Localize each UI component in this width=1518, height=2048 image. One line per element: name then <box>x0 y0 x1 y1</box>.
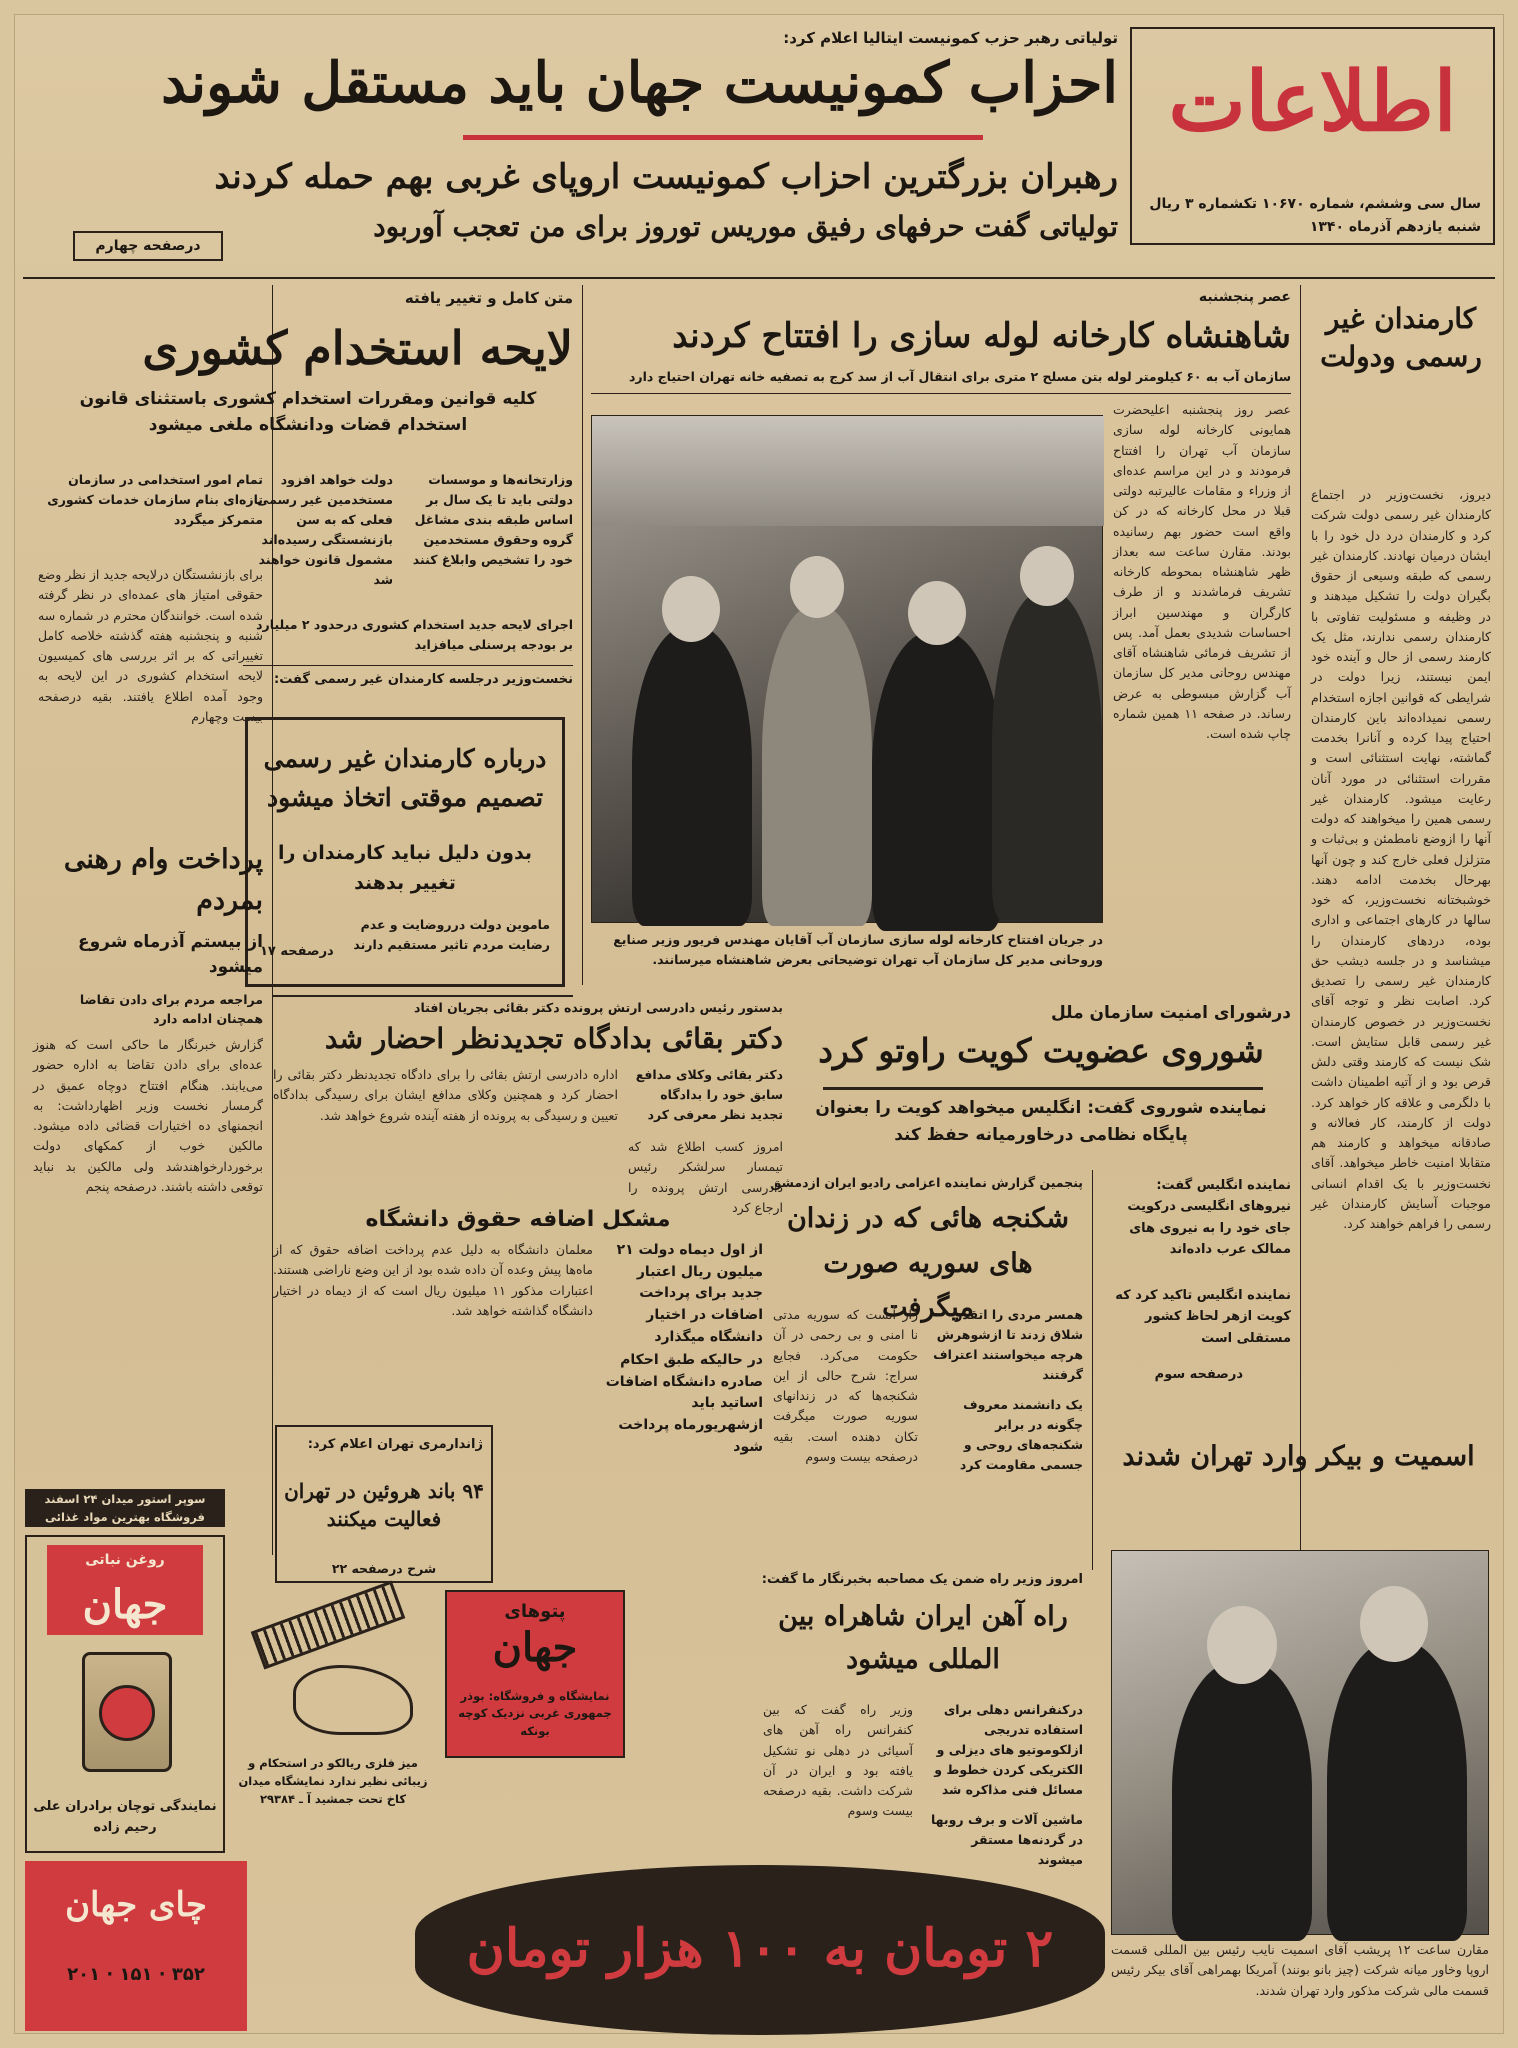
loan-body: گزارش خبرنگار ما حاکی است که هنوز عده‌ای برای دادن تقاضا به اداره حضور می‌یابند. هنگام افتتاح دوچاه عمیق در گرمسار نخست وزیر اظهارداشت: به انجمنهای ده اختیارات قضائی داده میشود. مالکین خوب از کمکهای دولت برخوردارخواهندشد ولی مالکین بد نباید توقعی داشته باشند. درصفحه پنجم <box>33 1037 263 1194</box>
issue-line: سال سی وششم، شماره ۱۰۶۷۰ تکشماره ۳ ریال <box>1149 196 1481 212</box>
kuwait-bullet-1: نماینده انگلیس گفت: نیروهای انگلیسی درکویت جای خود را به نیروی های ممالک عرب داده‌اند <box>1127 1178 1291 1258</box>
newspaper-page <box>14 14 1504 2034</box>
col-rule-1 <box>1300 285 1301 1555</box>
bill-kicker: متن کامل و تغییر یافته <box>404 289 573 307</box>
tea-ad-text: چای جهان <box>65 1885 207 1925</box>
university-body: معلمان دانشگاه به دلیل عدم پرداخت اضافه حقوق که از ماه‌ها پیش وعده آن داده شده بود از این وضع ناراضی هستند. اعتبارات مذکور ۱۱ میلیون ریال است که از دیماه در اختیار دانشگاه گذاشته خواهد شد. <box>273 1242 593 1318</box>
bill-bullet-2: دولت خواهد افزود مستخدمین غیر رسمی فعلی که به سن بازنشستگی رسیده‌اند مشمول قانون خواهند شد <box>256 472 393 587</box>
railway-kicker: امروز وزیر راه ضمن یک مصاحبه بخبرنگار ما گفت: <box>761 1572 1083 1587</box>
baghaei-bullet-2: امروز کسب اطلاع شد که تیمسار سرلشکر رئیس دادرسی ارتش پرونده را ارجاع کرد <box>628 1139 783 1215</box>
shah-factory-photo <box>591 415 1103 923</box>
kuwait-bullet-2: نماینده انگلیس تاکید کرد که کویت ازهر لحاظ کشور مستقلی است <box>1115 1288 1291 1346</box>
university-headline: مشکل اضافه حقوق دانشگاه <box>365 1207 671 1232</box>
officials-headline: درباره کارمندان غیر رسمی تصمیم موقتی اتخاذ میشود <box>263 744 547 812</box>
torture-headline: شکنجه هائی که در زندان های سوریه صورت میگرفت <box>786 1203 1070 1324</box>
railway-bullet-1: درکنفرانس دهلی برای استفاده تدریجی ازلکوموتیو های دیزلی و الکتریکی کردن خطوط و مسائل فنی مذاکره شد <box>934 1702 1083 1797</box>
photo-ceiling <box>592 416 1104 526</box>
main-body: عصر روز پنجشنبه اعلیحضرت همایونی کارخانه لوله سازی سازمان آب تهران را افتتاح فرمودند و در این مراسم عده‌ای از وزراء و مقامات عالیرتبه دولتی قبلا در محل کارخانه که در کن واقع است حضور بهم رسانیده بودند. مقارن ساعت سه بعداز ظهر شاهنشاه بمحوطه کارخانه تشریف فرماشدند و از طرف کارگران و مهندسین ابراز احساسات شدیدی بعمل آمد. پس از تشریف فرمائی شاهنشاه آقای مهندس روحانی مدیر کل سازمان آب گزارش مبسوطی به عرض رساند. در صفحه ۱۱ همین شماره چاپ شده است. <box>1113 402 1291 741</box>
kuwait-rule <box>823 1087 1263 1090</box>
officials-box <box>245 717 565 987</box>
torture-body: راز آنست که سوریه مدتی نا امنی و بی رحمی در آن حکومت می‌کرد. فجایع سراج: شرح حالی از این شکنجه‌ها که در زندانهای سوریه صورت میگرفت تکان دهنده است. بقیه درصفحه بیست وسوم <box>773 1307 918 1464</box>
officials-note: ماموین دولت درروضایت و عدم رضایت مردم تاثیر مستقیم دارند <box>353 917 550 952</box>
tobacco-ad <box>25 1535 225 1853</box>
col-rule-2 <box>582 285 583 985</box>
heroin-box <box>275 1425 493 1583</box>
kuwait-subhead: نماینده شوروی گفت: انگلیس میخواهد کویت را بعنوان پایگاه نظامی درخاورمیانه حفظ کند <box>815 1098 1267 1146</box>
bill-body: برای بازنشستگان درلایحه جدید از نظر وضع حقوقی امتیاز های عمده‌ای در نظر گرفته شده است. خوانندگان محترم در شماره سه شنبه و پنجشنبه هفته گذشته خلاصه کامل تغییراتی که بر اثر بررسی های کمیسیون لایحه استخدام کشوری در این لایحه به وجود آمده اطلاع یافتند. بقیه درصفحه بیست وچهارم <box>38 567 263 724</box>
main-headline: شاهنشاه کارخانه لوله سازی را افتتاح کردند <box>672 316 1291 356</box>
loan-note: مراجعه مردم برای دادن تقاضا همچنان ادامه دارد <box>79 992 263 1027</box>
kuwait-continued: درصفحه سوم <box>1154 1367 1243 1382</box>
smith-headline: اسمیت و بیکر وارد تهران شدند <box>1122 1441 1475 1472</box>
blanket-ad <box>445 1590 625 1758</box>
bill-rule <box>243 665 573 666</box>
photo-face <box>662 576 720 642</box>
bill-bullet-1: وزارتخانه‌ها و موسسات دولتی باید تا یک سال بر اساس طبقه بندی مشاغل گروه وحقوق مستخدمین خود را تشخیص وابلاغ کنند <box>412 472 573 567</box>
heroin-headline: ۹۴ باند هروئین در تهران فعالیت میکنند <box>284 1479 484 1531</box>
kuwait-kicker: درشورای امنیت سازمان ملل <box>1050 1003 1291 1023</box>
baghaei-body: اداره دادرسی ارتش بقائی را برای دادگاه تجدیدنظر دکتر بقائی را احضار کرد و همچنین وکلای مدافع ایشان برای رسیدگی بدادگاه تعیین و رسیدگی به پرونده از هفته آینده شروع خواهد شد. <box>273 1067 618 1123</box>
photo-face <box>908 581 966 645</box>
bill-bullet-4: اجرای لایحه جدید استخدام کشوری درحدود ۲ میلیارد بر بودجه پرسنلی میافزاید <box>256 617 573 652</box>
torture-bullet-2: یک دانشمند معروف چگونه در برابر شکنجه‌های روحی و جسمی مقاومت کرد <box>959 1397 1083 1472</box>
main-sub-rule <box>591 393 1291 394</box>
heroin-continued: شرح درصفحه ۲۲ <box>331 1561 437 1576</box>
bottom-slogan-ad <box>415 1865 1105 2035</box>
officials-continued: درصفحه ۱۷ <box>260 944 334 959</box>
photo-figure <box>872 631 1002 931</box>
railway-bullet-2: ماشین آلات و برف روبها در گردنه‌ها مستقر میشوند <box>930 1812 1083 1867</box>
comb-ad-text: میز فلزی ریالکو در استحکام و زیبائی نظیر ندارد نمایشگاه میدان کاخ تحت جمشید آ ـ ۲۹۳۸۴ <box>238 1756 428 1806</box>
loan-subhead: از بیستم آذرماه شروع میشود <box>77 932 263 977</box>
baghaei-top-rule <box>273 995 573 997</box>
photo-figure <box>1172 1661 1312 1941</box>
heroin-kicker: ژاندارمری تهران اعلام کرد: <box>307 1437 483 1452</box>
kuwait-headline: شوروی عضویت کویت راوتو کرد <box>818 1031 1264 1070</box>
photo-face <box>1360 1586 1428 1662</box>
baghaei-bullet-1: دکتر بقائی وکلای مدافع سابق خود را بدادگاه تجدید نظر معرفی کرد <box>635 1067 783 1122</box>
smith-baker-photo <box>1111 1550 1489 1935</box>
lead-subhead: رهبران بزرگترین احزاب کمونیست اروپای غربی بهم حمله کردند <box>214 157 1118 197</box>
railway-body: وزیر راه گفت که بین کنفرانس راه آهن های آسیائی در دهلی نو تشکیل یافته بود و ایران در آن شرکت داشت. بقیه درصفحه بیست وسوم <box>763 1702 913 1819</box>
lead-continued-box: درصفحه چهارم <box>73 231 223 261</box>
photo-figure <box>1327 1641 1467 1941</box>
smith-caption: مقارن ساعت ۱۲ پریشب آقای اسمیت نایب رئیس بین المللی قسمت اروپا وخاور میانه شرکت (چیز بانو بونند) آمریکا بهمراهی آقای بیکر رئیس قسمت مالی شرکت مذکور وارد تهران شدند. <box>1111 1942 1489 1998</box>
torture-kicker: پنجمین گزارش نماینده اعزامی رادیو ایران ازدمشق <box>770 1175 1083 1190</box>
railway-headline: راه آهن ایران شاهراه بین المللی میشود <box>778 1601 1068 1676</box>
photo-face <box>1020 546 1074 606</box>
newspaper-logo: اطلاعات <box>1168 54 1457 150</box>
hand-icon <box>293 1665 413 1735</box>
lead-subhead-2: تولیاتی گفت حرفهای رفیق موریس توروز برای من تعجب آوربود <box>373 210 1118 243</box>
tobacco-ad-top: روغن نباتی <box>47 1545 203 1575</box>
loan-headline: پرداخت وام رهنی بمردم <box>63 844 263 916</box>
baghaei-headline: دکتر بقائی بدادگاه تجدیدنظر احضار شد <box>324 1022 783 1055</box>
blanket-ad-sub: نمایشگاه و فروشگاه: بوذر جمهوری غربی نزدیک کوچه بونکه <box>458 1689 612 1738</box>
main-kicker: عصر پنجشنبه <box>1198 289 1291 305</box>
editorial-body: دیروز، نخست‌وزیر در اجتماع کارمندان غیر رسمی دولت شرکت کرد و کارمندان درد دل خود را با ایشان درمیان نهادند. کارمندان غیر رسمی که طبقه وسیعی از حقوق بگیران دولت را تشکیل میدهند و در وظیفه و مسئولیت تفاوتی با کارمندان رسمی ندارند، مثل یک کارمند رسمی از حال و آینده خود ایمن نیستند، زیرا دولت در شرایطی که قوانین اجازه استخدام رسمی نمیداده‌اند باین کارمندان احتیاج پیدا کرده و آنانرا بخدمت گماشته، نهایت استثنائی است و مقررات استثنائی در مورد آنان رعایت میشود. کارمندان غیر رسمی همین را میخواهند که دولت آنها را ازوضع نامطمئن و بی‌ثبات و متزلزل فعلی خارج کند و چون آنها بهرحال بخدمت ادامه دهند. خوشبختانه نخست‌وزیر، که خود سالها در کارهای اجتماعی و اداری بوده، دردهای کارمندان را میشناسد و در جلسه دیشب حق کارمندان غیر رسمی را تصدیق کرد. اصابت نظر و توجه آقای نخست‌وزیر در خصوص کارمندان غیر رسمی قابل ستایش است. شک نیست که کارمند وقتی دلش قرص بود و از آتیه اطمینان داشت با دلگرمی و علاقه کار خواهد کرد. دولت از کارمند، کار فعالانه و صادقانه میخواهد و کارمند هم متقابلا امنیت خاطر میخواهد. آقای نخست‌وزیر با یک اقدام انسانی موجبات آسایش کارمندان غیر رسمی را فراهم خواهند کرد. <box>1311 487 1491 1231</box>
photo-figure <box>632 626 752 926</box>
main-photo-caption: در جریان افتتاح کارخانه لوله سازی سازمان آب آقایان مهندس فریور وزیر صنایع وروحانی مدیر کل سازمان آب تهران توضیحاتی بعرض شاهنشاه میرسانند. <box>613 932 1103 967</box>
lead-kicker: تولیاتی رهبر حزب کمونیست ایتالیا اعلام کرد: <box>783 29 1118 47</box>
store-banner: سوپر استور میدان ۲۴ اسفند فروشگاه بهترین مواد غذائی <box>25 1489 225 1527</box>
headline-red-underline <box>463 135 983 140</box>
tea-ad-numbers: ۳۵۲ · ۱۵۱ · ۲۰۱ <box>67 1964 205 1985</box>
blanket-ad-title: پتوهای <box>504 1601 566 1622</box>
lead-headline: احزاب کمونیست جهان باید مستقل شوند <box>161 50 1118 116</box>
editorial-headline: کارمندان غیر رسمی ودولت <box>1320 302 1482 373</box>
tobacco-ad-brand: جهان <box>47 1575 203 1635</box>
comb-ad <box>233 1575 433 1755</box>
photo-figure <box>762 606 872 926</box>
bill-headline: لایحه استخدام کشوری <box>142 321 573 375</box>
main-subhead: سازمان آب به ۶۰ کیلومتر لوله بتن مسلح ۲ متری برای انتقال آب از سد کرج به تصفیه خانه تهران احتیاج دارد <box>629 369 1291 384</box>
comb-icon <box>251 1581 406 1670</box>
torture-rule <box>1092 1170 1093 1570</box>
officials-kicker: نخست‌وزیر درجلسه کارمندان غیر رسمی گفت: <box>274 672 573 687</box>
tea-ad <box>25 1861 247 2031</box>
photo-face <box>790 556 844 618</box>
officials-subhead: بدون دلیل نباید کارمندان را تغییر بدهند <box>277 842 533 895</box>
torture-bullet-1: همسر مردی را اتقدر شلاق زدند تا ازشوهرش هرچه میخواستند اعتراف گرفتند <box>933 1307 1083 1382</box>
university-bullet-1: از اول دیماه دولت ۲۱ میلیون ریال اعتبار جدید برای پرداخت اضافات در اختیار دانشگاه میگذارد <box>616 1242 763 1345</box>
tin-can-icon <box>82 1652 172 1772</box>
bottom-slogan-text: ۲ تومان به ۱۰۰ هزار تومان <box>466 1918 1054 1979</box>
university-bullet-2: در حالیکه طبق احکام صادره دانشگاه اضافات اساتید باید ازشهریورماه پرداخت شود <box>605 1352 763 1455</box>
blanket-ad-brand: جهان <box>492 1624 578 1671</box>
tobacco-ad-bottom: نمایندگی توچان برادران علی رحیم زاده <box>33 1799 217 1835</box>
photo-figure <box>992 591 1102 921</box>
masthead-rule <box>23 277 1495 279</box>
photo-face <box>1207 1606 1277 1684</box>
baghaei-kicker: بدستور رئیس دادرسی ارتش پرونده دکتر بقائی بجریان افتاد <box>414 1000 783 1015</box>
masthead-box <box>1130 27 1495 245</box>
bill-subhead: کلیه قوانین ومقررات استخدام کشوری باستثنای قانون استخدام قضات ودانشگاه ملغی میشود <box>79 389 537 435</box>
date-line: شنبه یازدهم آذرماه ۱۳۴۰ <box>1309 219 1481 235</box>
bill-bullet-3: تمام امور استخدامی در سازمان تازه‌ای بنام سازمان خدمات کشوری متمرکز میگردد <box>47 472 263 527</box>
